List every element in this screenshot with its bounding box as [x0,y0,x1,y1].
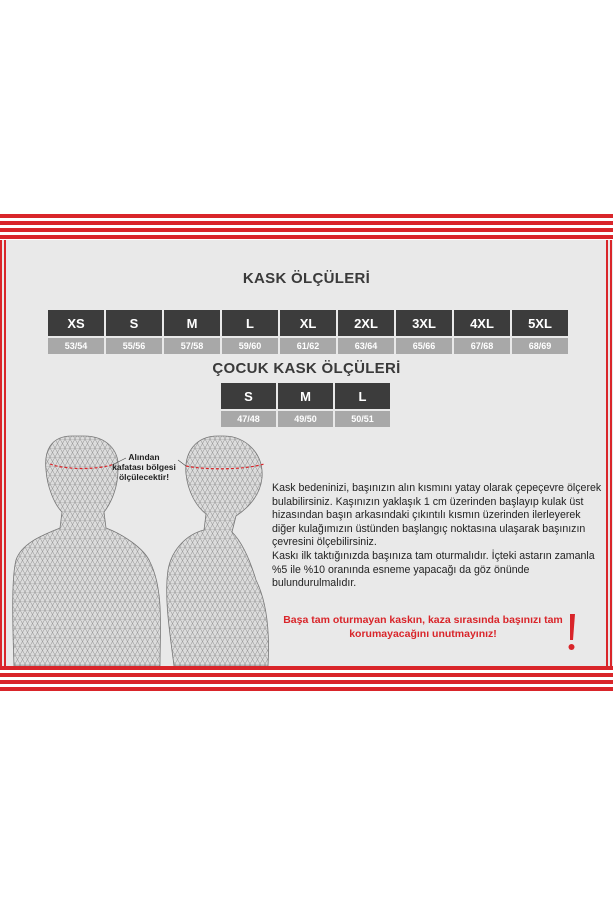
size-cell: M [164,310,220,336]
top-stripes [0,214,613,240]
size-value-cell: 53/54 [48,338,104,354]
bottom-stripes [0,666,613,692]
size-value-cell: 65/66 [396,338,452,354]
size-value-cell: 68/69 [512,338,568,354]
size-value-cell: 47/48 [221,411,276,427]
child-size-row [221,383,392,409]
adult-size-row [48,310,570,336]
measurement-description [272,482,607,591]
size-cell: L [222,310,278,336]
size-cell: 4XL [454,310,510,336]
size-value-cell: 61/62 [280,338,336,354]
size-cell: 5XL [512,310,568,336]
description-paragraph: Kaskı ilk taktığınızda başınıza tam oturmalıdır. İçteki astarın zamanla %5 ile %10 oranında esneme yapacağı da göz önünde bulundurulmalıdır. [272,549,595,590]
size-value-cell: 49/50 [278,411,333,427]
adult-value-row [48,338,570,354]
size-cell: 2XL [338,310,394,336]
adult-size-title: KASK ÖLÇÜLERİ [242,270,371,287]
size-value-cell: 57/58 [164,338,220,354]
size-cell: S [221,383,276,409]
size-cell: M [278,383,333,409]
size-cell: S [106,310,162,336]
exclamation-icon [564,612,580,652]
description-paragraph: Kask bedeninizi, başınızın alın kısmını yatay olarak çepeçevre ölçerek bulabilirsiniz. Kaşınızın yaklaşık 1 cm üzerinden başlayıp kulak üst hizasından başın arkasındaki çıkıntılı kısmın üzerinden ilerleyerek diğer kulağımızın üstünden başlangıç noktasına ulaşarak başınızın çevresini ölçebilirsiniz. [272,482,602,549]
head-mesh-side-figure [167,436,269,666]
size-value-cell: 50/51 [335,411,390,427]
size-value-cell: 55/56 [106,338,162,354]
size-value-cell: 67/68 [454,338,510,354]
size-cell: XL [280,310,336,336]
child-size-title: ÇOCUK KASK ÖLÇÜLERİ [212,360,401,377]
size-cell: 3XL [396,310,452,336]
size-value-cell: 59/60 [222,338,278,354]
size-value-cell: 63/64 [338,338,394,354]
child-value-row [221,411,392,427]
size-cell: L [335,383,390,409]
warning-text: Başa tam oturmayan kaskın, kaza sırasında başınızı tam korumayacağını unutmayınız! [283,614,563,640]
measurement-callout: Alından kafatası bölgesi ölçülecektir! [112,452,176,482]
size-cell: XS [48,310,104,336]
